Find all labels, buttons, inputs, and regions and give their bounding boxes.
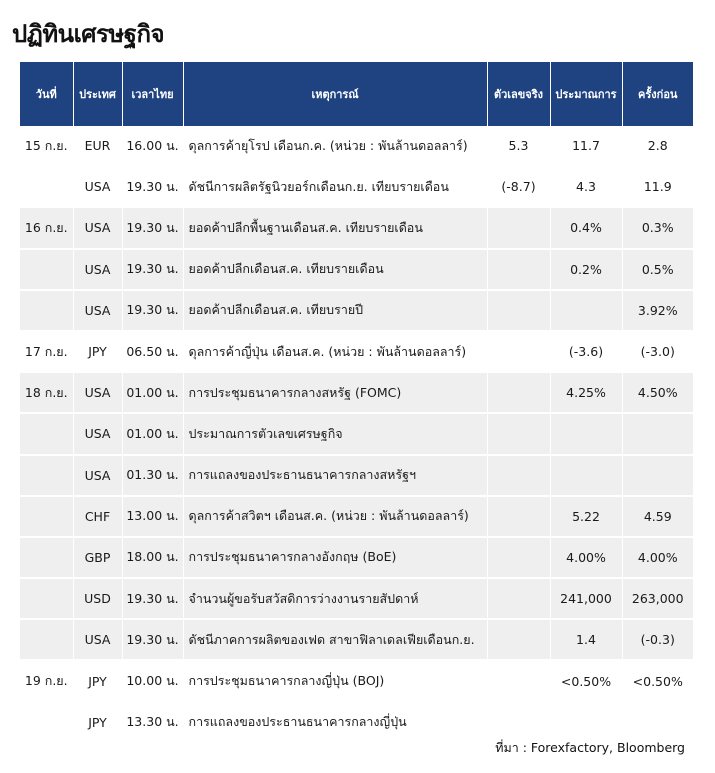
table-row <box>20 578 693 619</box>
header-event: เหตุการณ์ <box>183 62 487 126</box>
cell-date <box>20 578 73 619</box>
cell-forecast: 4.00% <box>550 537 622 578</box>
cell-country: USA <box>73 413 122 454</box>
cell-time: 19.30 น. <box>122 249 183 290</box>
cell-forecast: 1.4 <box>550 619 622 660</box>
cell-actual <box>487 702 550 743</box>
cell-previous: 4.50% <box>622 372 693 413</box>
cell-event: การประชุมธนาคารกลางญี่ปุ่น (BOJ) <box>183 660 487 701</box>
header-country: ประเทศ <box>73 62 122 126</box>
cell-forecast: <0.50% <box>550 660 622 701</box>
table-row <box>20 290 693 331</box>
cell-country: USA <box>73 249 122 290</box>
cell-previous: 0.3% <box>622 207 693 248</box>
cell-previous: 4.00% <box>622 537 693 578</box>
cell-actual <box>487 578 550 619</box>
table-row <box>20 660 693 701</box>
cell-actual <box>487 207 550 248</box>
cell-date: 17 ก.ย. <box>20 331 73 372</box>
table-row <box>20 413 693 454</box>
cell-previous: 3.92% <box>622 290 693 331</box>
cell-country: USA <box>73 372 122 413</box>
cell-forecast: 241,000 <box>550 578 622 619</box>
cell-actual <box>487 496 550 537</box>
cell-forecast: 11.7 <box>550 126 622 166</box>
table-row <box>20 249 693 290</box>
cell-previous: 2.8 <box>647 138 668 154</box>
cell-previous: <0.50% <box>632 673 683 689</box>
cell-previous: (-3.0) <box>640 344 675 360</box>
cell-date <box>20 702 73 743</box>
cell-previous <box>622 455 693 496</box>
cell-actual <box>487 537 550 578</box>
cell-actual <box>487 413 550 454</box>
cell-time: 19.30 น. <box>122 290 183 331</box>
cell-event: จำนวนผู้ขอรับสวัสดิการว่างงานรายสัปดาห์ <box>183 578 487 619</box>
cell-time: 06.50 น. <box>122 331 183 372</box>
cell-event: ดุลการค้าญี่ปุ่น เดือนส.ค. (หน่วย : พันล้านดอลลาร์) <box>183 331 487 372</box>
cell-event: การแถลงของประธานธนาคารกลางสหรัฐฯ <box>183 455 487 496</box>
cell-time: 01.00 น. <box>122 372 183 413</box>
cell-forecast <box>550 290 622 331</box>
cell-previous <box>622 413 693 454</box>
cell-actual <box>487 331 550 372</box>
cell-country: USD <box>73 578 122 619</box>
cell-previous <box>622 702 693 743</box>
cell-time: 16.00 น. <box>122 126 183 166</box>
cell-country: USA <box>73 455 122 496</box>
cell-country: USA <box>73 207 122 248</box>
cell-country: GBP <box>73 537 122 578</box>
economic-calendar-table <box>20 62 693 744</box>
cell-event: ประมาณการตัวเลขเศรษฐกิจ <box>183 413 487 454</box>
cell-event: การแถลงของประธานธนาคารกลางญี่ปุ่น <box>183 702 487 743</box>
cell-previous: 0.5% <box>622 249 693 290</box>
cell-date <box>20 496 73 537</box>
table-row <box>20 455 693 496</box>
cell-event: การประชุมธนาคารกลางอังกฤษ (BoE) <box>183 537 487 578</box>
cell-forecast <box>550 702 622 743</box>
cell-event: ดุลการค้าสวิตฯ เดือนส.ค. (หน่วย : พันล้านดอลลาร์) <box>183 496 487 537</box>
cell-time: 13.30 น. <box>122 702 183 743</box>
cell-forecast: 0.4% <box>550 207 622 248</box>
cell-actual <box>487 660 550 701</box>
cell-time: 19.30 น. <box>122 207 183 248</box>
table-row <box>20 619 693 660</box>
cell-time: 18.00 น. <box>122 537 183 578</box>
cell-event: ยอดค้าปลีกเดือนส.ค. เทียบรายเดือน <box>183 249 487 290</box>
header-previous: ครั้งก่อน <box>622 62 693 126</box>
cell-actual: (-8.7) <box>487 166 550 207</box>
cell-date <box>20 455 73 496</box>
table-row <box>20 331 693 372</box>
cell-forecast: (-3.6) <box>550 331 622 372</box>
cell-event: การประชุมธนาคารกลางสหรัฐ (FOMC) <box>183 372 487 413</box>
cell-date <box>20 249 73 290</box>
cell-forecast: 0.2% <box>550 249 622 290</box>
cell-previous: 11.9 <box>643 179 672 195</box>
table-row <box>20 537 693 578</box>
cell-date: 19 ก.ย. <box>20 660 73 701</box>
cell-date <box>20 537 73 578</box>
cell-event: ยอดค้าปลีกพื้นฐานเดือนส.ค. เทียบรายเดือน <box>183 207 487 248</box>
table-row <box>20 372 693 413</box>
cell-time: 01.00 น. <box>122 413 183 454</box>
header-actual: ตัวเลขจริง <box>487 62 550 126</box>
table-row <box>20 207 693 248</box>
cell-time: 19.30 น. <box>122 619 183 660</box>
table-header-row <box>20 62 693 126</box>
cell-forecast: 5.22 <box>550 496 622 537</box>
cell-event: ดัชนีการผลิตรัฐนิวยอร์กเดือนก.ย. เทียบรายเดือน <box>183 166 487 207</box>
cell-forecast: 4.3 <box>550 166 622 207</box>
cell-country: USA <box>73 290 122 331</box>
cell-time: 10.00 น. <box>122 660 183 701</box>
cell-actual <box>487 455 550 496</box>
cell-country: USA <box>73 166 122 207</box>
source-note: ที่มา : Forexfactory, Bloomberg <box>495 740 685 755</box>
cell-time: 19.30 น. <box>122 578 183 619</box>
cell-country: USA <box>73 619 122 660</box>
cell-date <box>20 290 73 331</box>
header-date: วันที่ <box>20 62 73 126</box>
cell-previous: (-0.3) <box>622 619 693 660</box>
cell-country: CHF <box>73 496 122 537</box>
cell-country: JPY <box>73 702 122 743</box>
table-row <box>20 702 693 743</box>
cell-date <box>20 413 73 454</box>
cell-actual <box>487 290 550 331</box>
cell-forecast <box>550 413 622 454</box>
cell-event: ดุลการค้ายุโรป เดือนก.ค. (หน่วย : พันล้านดอลลาร์) <box>183 126 487 166</box>
cell-previous: 4.59 <box>622 496 693 537</box>
cell-date <box>20 619 73 660</box>
table-row <box>20 496 693 537</box>
cell-date: 16 ก.ย. <box>20 207 73 248</box>
cell-actual <box>487 249 550 290</box>
cell-country: JPY <box>73 331 122 372</box>
cell-time: 19.30 น. <box>122 166 183 207</box>
cell-actual <box>487 372 550 413</box>
cell-country: EUR <box>73 126 122 166</box>
cell-previous: 263,000 <box>622 578 693 619</box>
cell-actual <box>487 619 550 660</box>
cell-event: ดัชนีภาคการผลิตของเฟด สาขาฟิลาเดลเฟียเดือนก.ย. <box>183 619 487 660</box>
cell-date: 15 ก.ย. <box>20 126 73 166</box>
cell-time: 13.00 น. <box>122 496 183 537</box>
page-title: ปฏิทินเศรษฐกิจ <box>12 20 165 48</box>
cell-country: JPY <box>73 660 122 701</box>
cell-forecast <box>550 455 622 496</box>
cell-date <box>20 166 73 207</box>
header-time: เวลาไทย <box>122 62 183 126</box>
cell-time: 01.30 น. <box>122 455 183 496</box>
cell-event: ยอดค้าปลีกเดือนส.ค. เทียบรายปี <box>183 290 487 331</box>
header-forecast: ประมาณการ <box>550 62 622 126</box>
cell-forecast: 4.25% <box>550 372 622 413</box>
table-row <box>20 166 693 207</box>
cell-date: 18 ก.ย. <box>20 372 73 413</box>
cell-actual: 5.3 <box>487 126 550 166</box>
table-row <box>20 126 693 166</box>
